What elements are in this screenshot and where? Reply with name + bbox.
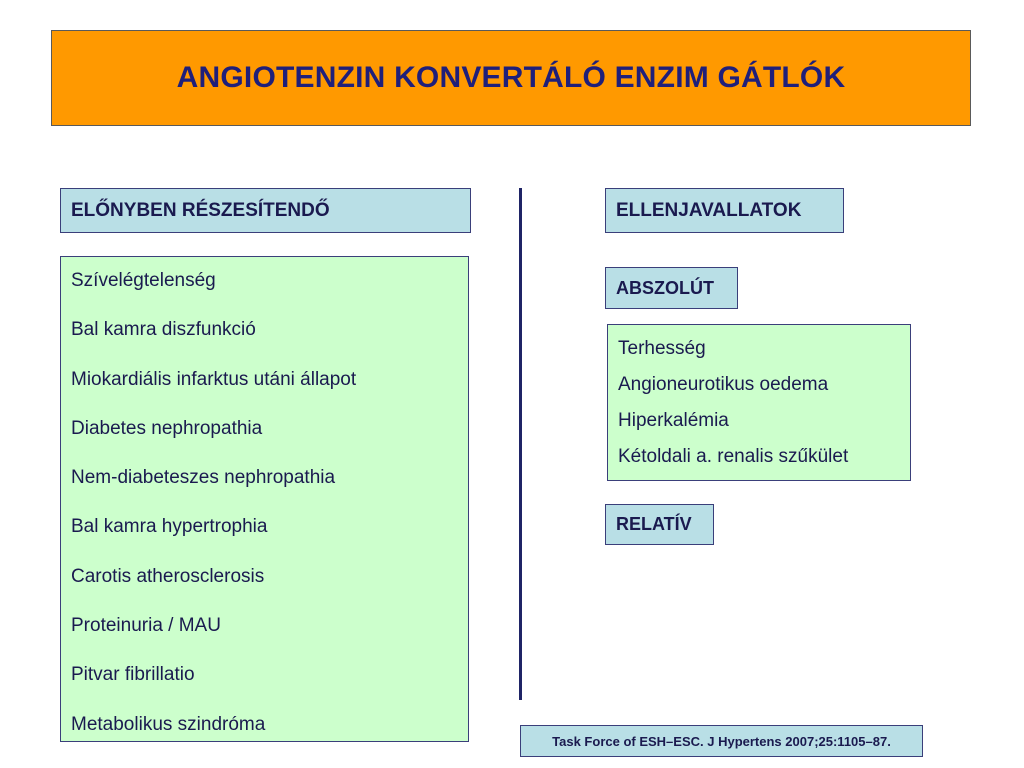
list-item: Hiperkalémia: [618, 410, 729, 431]
list-item: Bal kamra hypertrophia: [71, 516, 268, 538]
list-item: Miokardiális infarktus utáni állapot: [71, 368, 357, 390]
preferred-heading: ELŐNYBEN RÉSZESÍTENDŐ: [71, 199, 330, 221]
citation-box: [520, 725, 923, 757]
list-item: Carotis atherosclerosis: [71, 565, 265, 587]
preferred-heading-box: [60, 188, 471, 233]
list-item: Metabolikus szindróma: [71, 713, 266, 735]
absolute-label: ABSZOLÚT: [616, 277, 714, 298]
list-item: Nem-diabeteszes nephropathia: [71, 467, 336, 489]
list-item: Szívelégtelenség: [71, 270, 216, 291]
list-item: Pitvar fibrillatio: [71, 664, 195, 686]
title-banner: [51, 30, 971, 126]
contraindications-heading-box: [605, 188, 844, 233]
slide-title: ANGIOTENZIN KONVERTÁLÓ ENZIM GÁTLÓK: [176, 61, 846, 94]
preferred-list: [60, 256, 469, 742]
absolute-list: [607, 324, 911, 481]
list-item: Proteinuria / MAU: [71, 615, 221, 637]
citation-text: Task Force of ESH–ESC. J Hypertens 2007;25:1105–87.: [552, 733, 891, 749]
list-item: Bal kamra diszfunkció: [71, 319, 256, 341]
list-item: Angioneurotikus oedema: [618, 374, 829, 395]
list-item: Diabetes nephropathia: [71, 417, 263, 439]
column-divider: [519, 188, 522, 700]
list-item: Kétoldali a. renalis szűkület: [618, 446, 849, 467]
contraindications-heading: ELLENJAVALLATOK: [616, 199, 802, 221]
relative-label-box: [605, 504, 714, 545]
relative-label: RELATÍV: [616, 514, 692, 534]
absolute-label-box: [605, 267, 738, 309]
list-item: Terhesség: [618, 338, 706, 359]
